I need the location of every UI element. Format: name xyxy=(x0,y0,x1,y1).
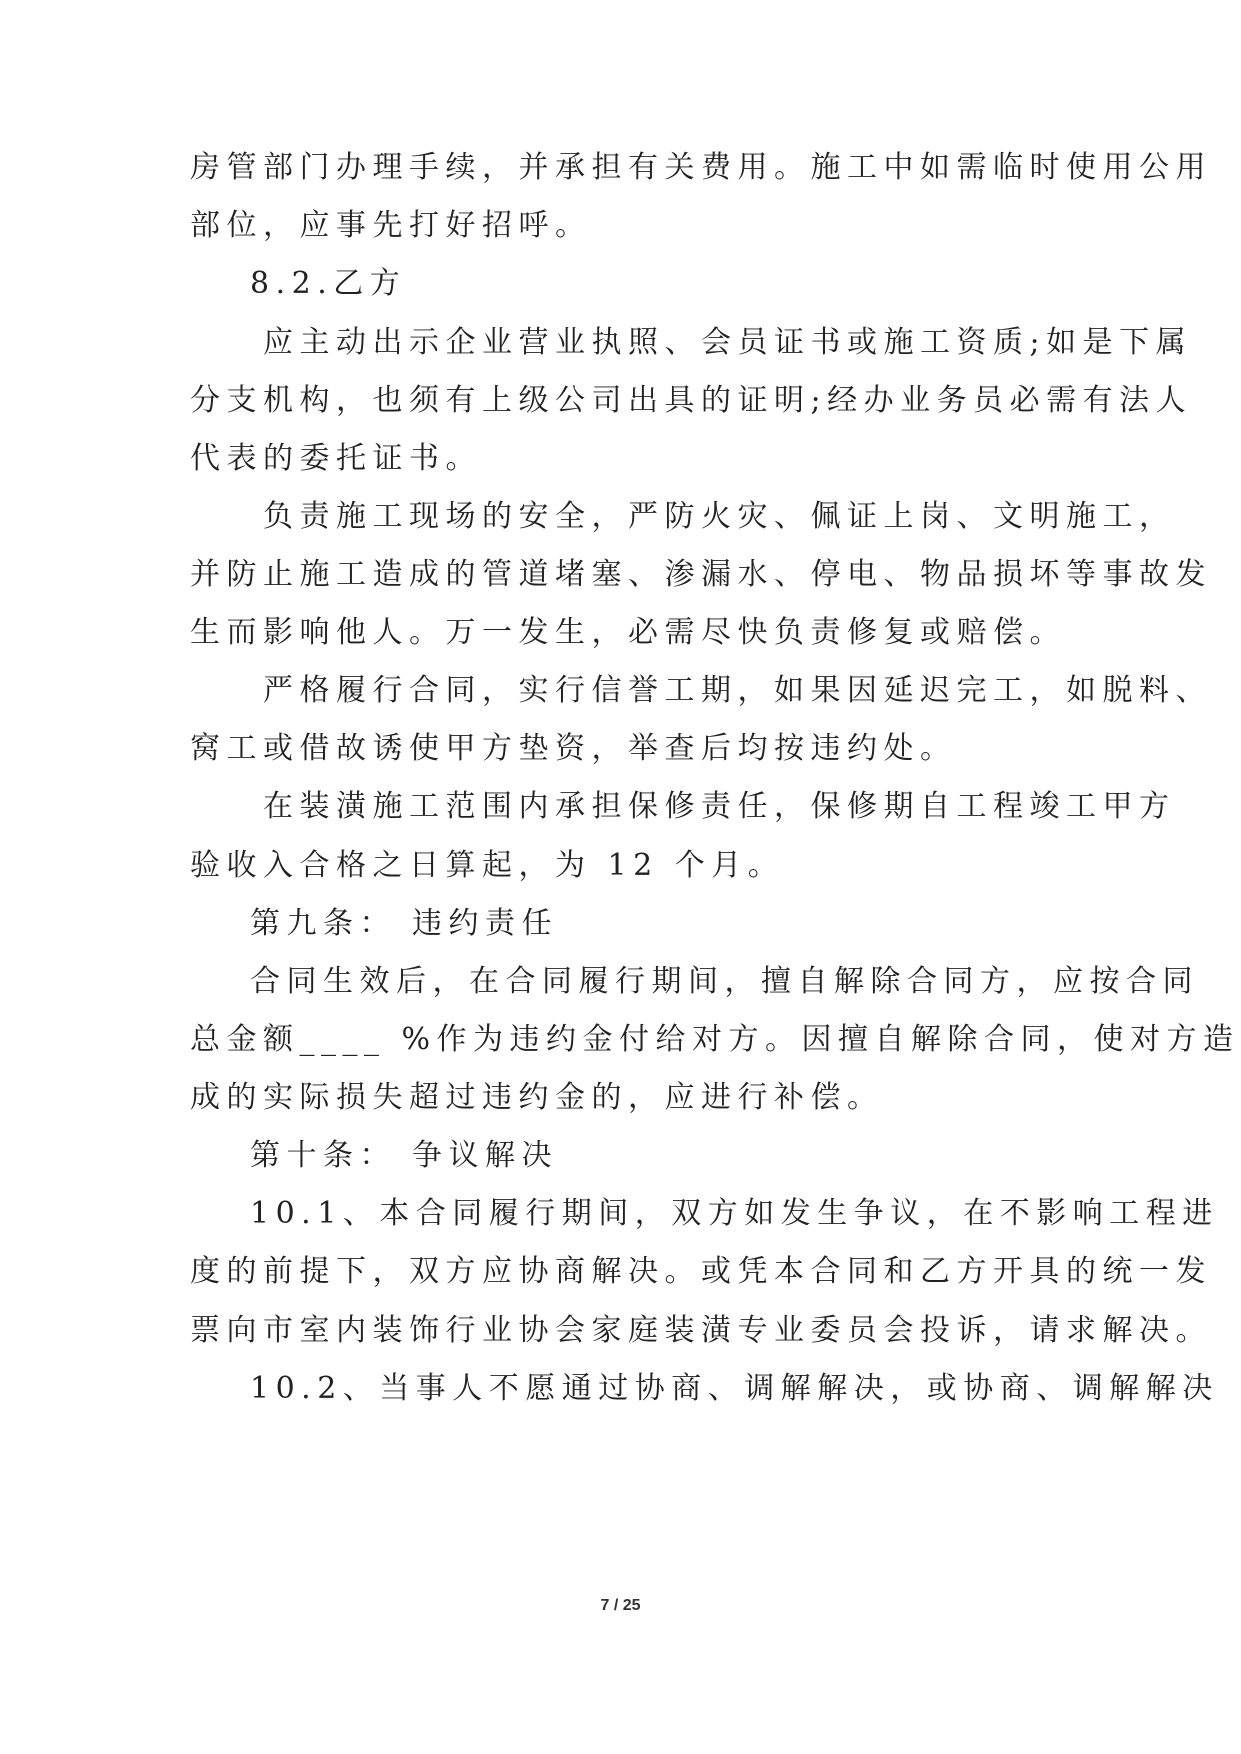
page-number: 7 / 25 xyxy=(600,1597,641,1614)
body-text-line: 10.1、本合同履行期间，双方如发生争议，在不影响工程进 xyxy=(250,1196,1219,1231)
body-text-line: 票向市室内装饰行业协会家庭装潢专业委员会投诉，请求解决。 xyxy=(190,1313,1212,1348)
body-text-line: 度的前提下，双方应协商解决。或凭本合同和乙方开具的统一发 xyxy=(190,1254,1212,1289)
body-text-line: 在装潢施工范围内承担保修责任，保修期自工程竣工甲方 xyxy=(263,789,1176,824)
body-text-line: 分支机构，也须有上级公司出具的证明;经办业务员必需有法人 xyxy=(190,383,1193,418)
body-text-line: 生而影响他人。万一发生，必需尽快负责修复或赔偿。 xyxy=(190,615,1066,650)
body-text-line: 总金额____ %作为违约金付给对方。因擅自解除合同，使对方造 xyxy=(190,1022,1240,1057)
article-heading: 第九条： 违约责任 xyxy=(250,906,559,941)
body-text-line: 合同生效后，在合同履行期间，擅自解除合同方，应按合同 xyxy=(250,964,1199,999)
body-text-line: 严格履行合同，实行信誉工期，如果因延迟完工，如脱料、 xyxy=(263,673,1212,708)
body-text-line: 负责施工现场的安全，严防火灾、佩证上岗、文明施工， xyxy=(263,499,1176,534)
body-text-line: 验收入合格之日算起，为 12 个月。 xyxy=(190,848,785,883)
body-text-line: 房管部门办理手续，并承担有关费用。施工中如需临时使用公用 xyxy=(190,150,1212,185)
body-text-line: 代表的委托证书。 xyxy=(190,441,482,476)
body-text-line: 窝工或借故诱使甲方垫资，举查后均按违约处。 xyxy=(190,731,957,766)
body-text-line: 并防止施工造成的管道堵塞、渗漏水、停电、物品损坏等事故发 xyxy=(190,557,1212,592)
body-text-line: 应主动出示企业营业执照、会员证书或施工资质;如是下属 xyxy=(263,325,1193,360)
article-heading: 第十条： 争议解决 xyxy=(250,1138,559,1173)
body-text-line: 部位，应事先打好招呼。 xyxy=(190,208,592,243)
section-heading: 8.2.乙方 xyxy=(250,266,407,301)
body-text-line: 10.2、当事人不愿通过协商、调解解决，或协商、调解解决 xyxy=(250,1371,1219,1406)
body-text-line: 成的实际损失超过违约金的，应进行补偿。 xyxy=(190,1080,884,1115)
